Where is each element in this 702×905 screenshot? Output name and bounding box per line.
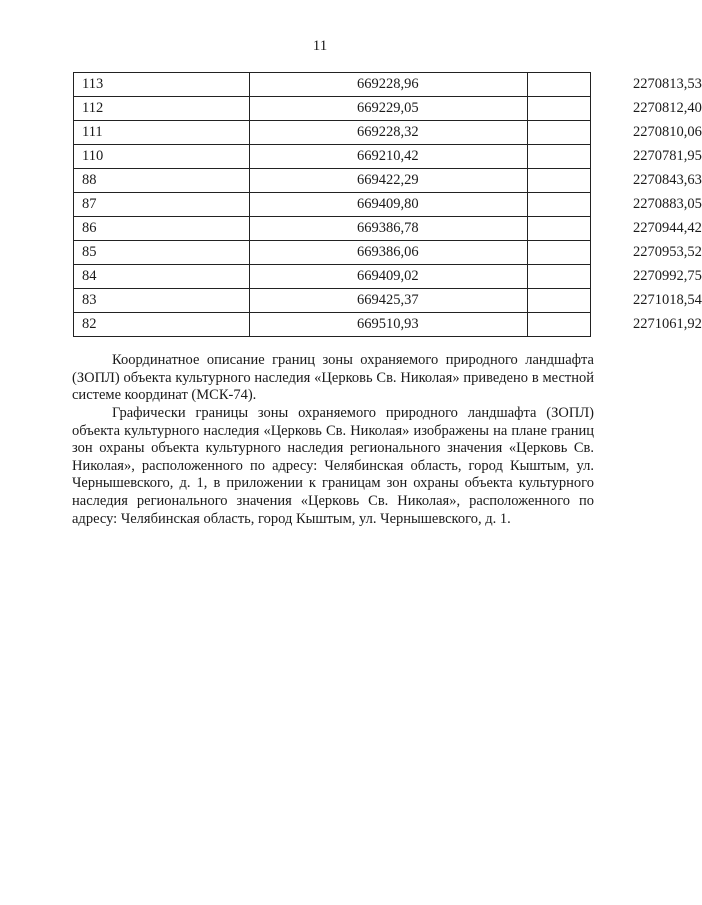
y-coordinate-cell: 2270953,52 xyxy=(528,241,591,265)
graphic-boundaries-paragraph xyxy=(72,405,594,528)
table-row xyxy=(74,217,591,241)
y-coordinate-cell: 2270883,05 xyxy=(528,193,591,217)
point-number-cell: 85 xyxy=(74,241,250,265)
x-coordinate-cell: 669409,02 xyxy=(250,265,528,289)
point-number-cell: 88 xyxy=(74,169,250,193)
table-row xyxy=(74,265,591,289)
paragraph-text: Графически границы зоны охраняемого природного ландшафта (ЗОПЛ) объекта культурного наследия «Церковь Св. Николая» изображены на плане границ зон охраны объекта культурного наследия регионального значения «Церковь Св. Николая», расположенного по адресу: Челябинская область, город Кыштым, ул. Чернышевского, д. 1, в приложении к границам зон охраны объекта культурного наследия регионального значения «Церковь Св. Николая», расположенного по адресу: Челябинская область, город Кыштым, ул. Чернышевского, д. 1. xyxy=(72,405,594,527)
x-coordinate-cell: 669229,05 xyxy=(250,97,528,121)
coordinates-table xyxy=(73,72,702,337)
table-row xyxy=(74,289,591,313)
table-row xyxy=(74,145,591,169)
point-number-cell: 110 xyxy=(74,145,250,169)
point-number-cell: 112 xyxy=(74,97,250,121)
table-row xyxy=(74,97,591,121)
table-row xyxy=(74,313,591,337)
table-row xyxy=(74,193,591,217)
point-number-cell: 111 xyxy=(74,121,250,145)
point-number-cell: 83 xyxy=(74,289,250,313)
x-coordinate-cell: 669409,80 xyxy=(250,193,528,217)
table-row xyxy=(74,73,591,97)
y-coordinate-cell: 2270781,95 xyxy=(528,145,591,169)
y-coordinate-cell: 2270992,75 xyxy=(528,265,591,289)
table-row xyxy=(74,241,591,265)
x-coordinate-cell: 669510,93 xyxy=(250,313,528,337)
x-coordinate-cell: 669210,42 xyxy=(250,145,528,169)
x-coordinate-cell: 669425,37 xyxy=(250,289,528,313)
y-coordinate-cell: 2271018,54 xyxy=(528,289,591,313)
paragraph-text: Координатное описание границ зоны охраняемого природного ландшафта (ЗОПЛ) объекта культурного наследия «Церковь Св. Николая» приведено в местной системе координат (МСК-74). xyxy=(72,352,594,404)
y-coordinate-cell: 2270812,40 xyxy=(528,97,591,121)
y-coordinate-cell: 2271061,92 xyxy=(528,313,591,337)
x-coordinate-cell: 669228,32 xyxy=(250,121,528,145)
x-coordinate-cell: 669386,06 xyxy=(250,241,528,265)
y-coordinate-cell: 2270810,06 xyxy=(528,121,591,145)
table-row xyxy=(74,121,591,145)
x-coordinate-cell: 669422,29 xyxy=(250,169,528,193)
y-coordinate-cell: 2270944,42 xyxy=(528,217,591,241)
point-number-cell: 84 xyxy=(74,265,250,289)
point-number-cell: 86 xyxy=(74,217,250,241)
y-coordinate-cell: 2270843,63 xyxy=(528,169,591,193)
x-coordinate-cell: 669228,96 xyxy=(250,73,528,97)
table-row xyxy=(74,169,591,193)
point-number-cell: 82 xyxy=(74,313,250,337)
page-number: 11 xyxy=(312,38,328,54)
y-coordinate-cell: 2270813,53 xyxy=(528,73,591,97)
point-number-cell: 87 xyxy=(74,193,250,217)
x-coordinate-cell: 669386,78 xyxy=(250,217,528,241)
coordinates-table-body xyxy=(74,73,702,337)
coordinate-description-paragraph xyxy=(72,352,594,405)
point-number-cell: 113 xyxy=(74,73,250,97)
